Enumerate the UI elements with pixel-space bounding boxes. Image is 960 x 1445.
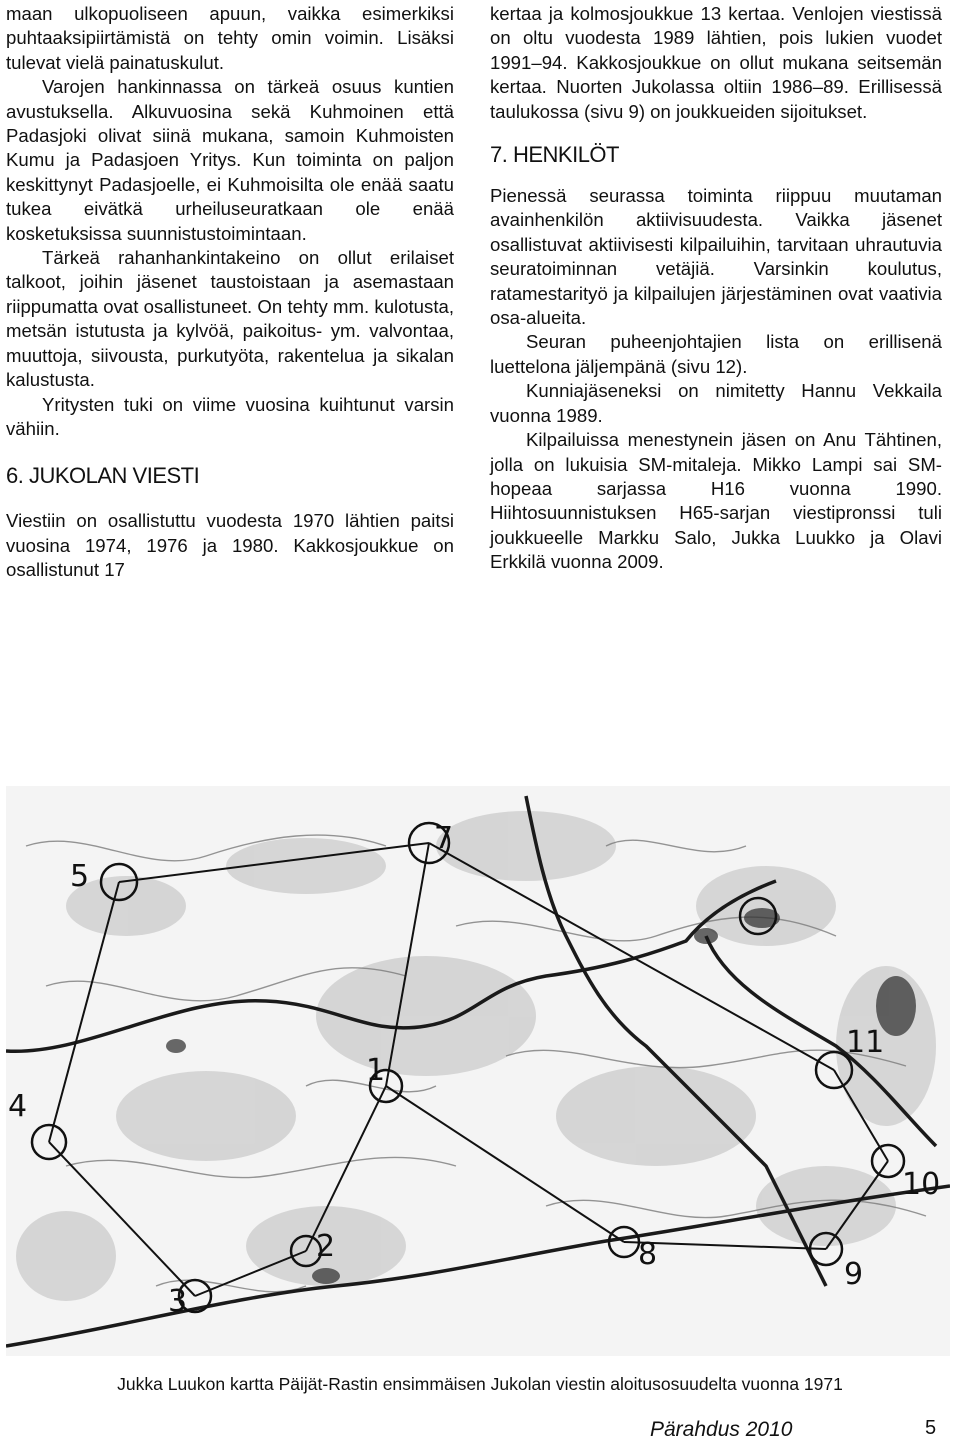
paragraph: Viestiin on osallistuttu vuodesta 1970 lähtien paitsi vuosina 1974, 1976 ja 1980. Kakkosjoukkue on osallistunut 17 — [6, 510, 454, 581]
map-graphic — [6, 786, 950, 1356]
control-number: 4 — [8, 1089, 28, 1124]
map-caption: Jukka Luukon kartta Päijät-Rastin ensimmäisen Jukolan viestin aloitusosuudelta vuonna 1971 — [117, 1374, 843, 1394]
paragraph: maan ulkopuoliseen apuun, vaikka esimerkiksi puhtaaksipiirtämistä on tehty omin voimin. Lisäksi tulevat vielä painatuskulut. — [6, 3, 454, 73]
control-number: 11 — [846, 1025, 885, 1060]
control-number: 8 — [638, 1237, 658, 1272]
control-number: 7 — [434, 821, 454, 856]
paragraph: Seuran puheenjohtajien lista on erillisenä luettelona jäljempänä (sivu 12). — [490, 331, 942, 377]
section-heading: 7. HENKILÖT — [490, 142, 619, 168]
publication-title: Pärahdus 2010 — [650, 1418, 793, 1441]
paragraph: Tärkeä rahanhankintakeino on ollut erilaiset talkoot, joihin jäsenet taustoistaan ja asemastaan riippumatta ovat osallistuneet. On tehty mm. kulotusta, metsän istutusta ja kylvöä, paikoitus- ym. valvontaa, muuttoja, siivousta, purkutyöta, rakentelua ja sikalan kalustusta. — [6, 247, 454, 391]
paragraph: Kunniajäseneksi on nimitetty Hannu Vekkaila vuonna 1989. — [490, 380, 942, 426]
control-number: 9 — [844, 1257, 864, 1292]
paragraph: Varojen hankinnassa on tärkeä osuus kuntien avustuksella. Alkuvuosina sekä Kuhmoinen että Padasjoki olivat siinä mukana, samoin Kuhmoisten Kumu ja Padasjoen Yritys. Kun toiminta on paljon keskittynyt Padasjoelle, ei Kuhmoisilta ole enää saatu tukea eivätkä urheiluseuratkaan ole enää kosketuksissa suunnistustoimintaan. — [6, 76, 454, 244]
page-number: 5 — [925, 1417, 937, 1439]
left-column — [6, 2, 454, 583]
control-number: 3 — [168, 1284, 188, 1319]
section-heading: 6. JUKOLAN VIESTI — [6, 463, 200, 489]
right-column — [490, 2, 942, 575]
control-number: 1 — [366, 1053, 386, 1088]
orienteering-map — [6, 786, 950, 1356]
control-number: 5 — [70, 859, 90, 894]
paragraph: Yritysten tuki on viime vuosina kuihtunut varsin vähiin. — [6, 393, 454, 439]
paragraph: Kilpailuissa menestynein jäsen on Anu Tähtinen, jolla on lukuisia SM-mitaleja. Mikko Lampi sai SM-hopeaa sarjassa H16 vuonna 1990. Hiihtosuunnistuksen H65-sarjan viestipronssi tuli joukkueelle Markku Salo, Jukka Luukko ja Olavi Erkkilä vuonna 2009. — [490, 429, 942, 573]
control-number: 10 — [902, 1167, 941, 1202]
paragraph: Pienessä seurassa toiminta riippuu muutaman avainhenkilön aktiivisuudesta. Vaikka jäsenet osallistuvat aktiivisesti kilpailuihin, tarvitaan uhrautuvia seuratoiminnan vetäjiä. Varsinkin koulutus, ratamestarityö ja kilpailujen järjestäminen ovat vaativia osa-alueita. — [490, 185, 942, 329]
paragraph: kertaa ja kolmosjoukkue 13 kertaa. Venlojen viestissä on oltu vuodesta 1989 lähtien, pois lukien vuodet 1991–94. Kakkosjoukkue on ollut mukana seitsemän kertaa. Nuorten Jukolassa oltiin 1986–89. Erillisessä taulukossa (sivu 9) on joukkueiden sijoitukset. — [490, 3, 942, 122]
control-number: 2 — [316, 1229, 336, 1264]
